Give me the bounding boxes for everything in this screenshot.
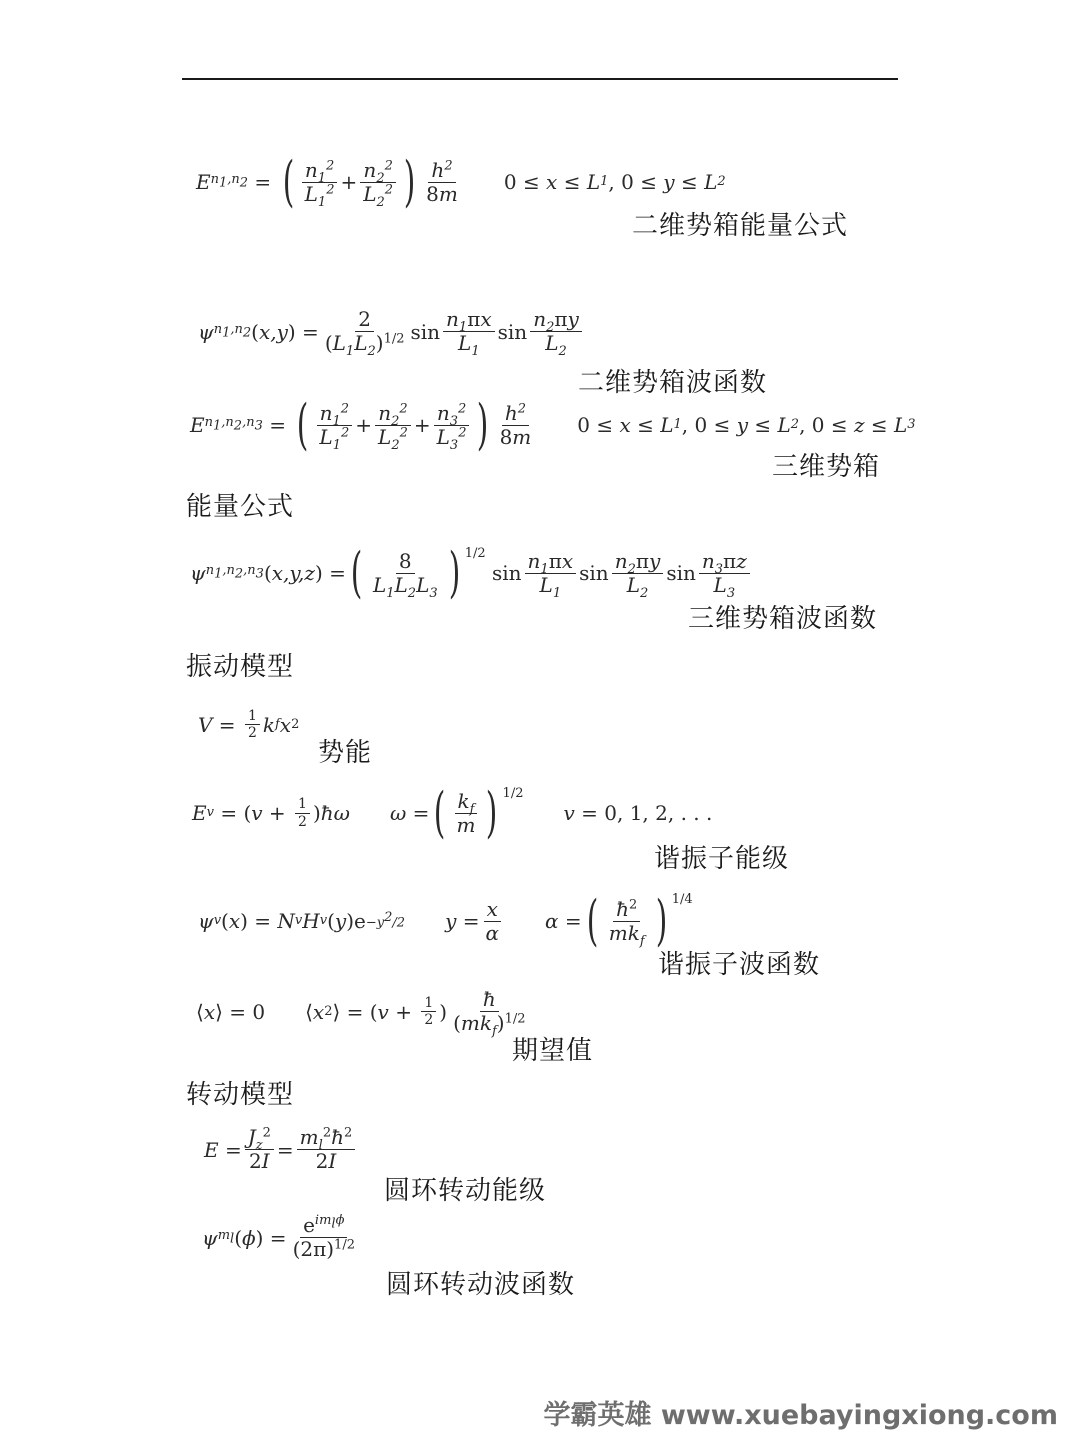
equation-expectation-values: ⟨ x ⟩ = 0 ⟨ x 2 ⟩ = ( v + $\frac{1}{2}$ ) $\frac{ħ}{(mk_f)^{1/2}}$ (196, 987, 526, 1039)
label-expectation: 期望值 (512, 1036, 594, 1066)
label-3d-box-energy-line1: 三维势箱 (772, 452, 881, 482)
label-2d-box-energy: 二维势箱能量公式 (632, 211, 849, 241)
label-oscillator-levels: 谐振子能级 (654, 844, 790, 874)
equation-2d-box-wavefunction: ψ $n_1,n_2$ ( x,y ) = $\frac{2}{(L_1L_2)^{1/2}}$ sin $\frac{n_1\pi x}{L_1}$ sin $\frac{n_2\pi y}{L_2}$ (198, 308, 585, 355)
label-ring-wavefunction: 圆环转动波函数 (386, 1270, 576, 1300)
heading-vibration-model: 振动模型 (186, 652, 295, 682)
footer-watermark: 学霸英雄 www.xuebayingxiong.com (543, 1400, 1058, 1431)
equation-oscillator-levels: E v = ( v + $\frac{1}{2}$ ) ħω ω = ( $\frac{k_f}{m}$ ) 1/2 v = 0, 1, 2, . . . (192, 781, 713, 844)
header-rule (182, 78, 898, 80)
equation-3d-box-energy: E $n_1,n_2,n_3$ = ( $\frac{n_1^2}{L_1^2}$ + $\frac{n_2^2}{L_2^2}$ + $\frac{n_3^2}{L_3^2}$ ) $\frac{h^2}{8m}$ 0 ≤ x ≤ L 1 , 0 ≤ y ≤ L 2 , 0 ≤ z ≤ L 3 (190, 393, 916, 456)
label-2d-box-wavefunction: 二维势箱波函数 (578, 368, 768, 398)
label-ring-levels: 圆环转动能级 (384, 1176, 547, 1206)
heading-rotation-model: 转动模型 (186, 1080, 295, 1110)
label-3d-box-wavefunction: 三维势箱波函数 (688, 604, 878, 634)
label-3d-box-energy-line2: 能量公式 (186, 492, 295, 522)
label-oscillator-wavefunction: 谐振子波函数 (658, 950, 821, 980)
equation-ring-levels: E = $\frac{J_z^2}{2I}$ = $\frac{m_l^2ħ^2}{2I}$ (204, 1126, 358, 1173)
label-potential: 势能 (318, 738, 373, 768)
equation-oscillator-wavefunction: ψ v ( x ) = N v H v ( y ) e $-y^2/2$ y = $\frac{x}{\alpha}$ α = ( $\frac{ħ^2}{mk_f}$ ) 1/4 (198, 889, 693, 952)
equation-2d-box-energy: E $n_1,n_2$ = ( $\frac{n_1^2}{L_1^2}$ + $\frac{n_2^2}{L_2^2}$ ) $\frac{h^2}{8m}$ 0 ≤ x ≤ L 1 , 0 ≤ y ≤ L 2 (196, 150, 726, 213)
equation-ring-wavefunction: ψ $m_l$ ( ϕ ) = $\frac{e^{im_l\phi}}{(2\pi)^{1/2}}$ (202, 1213, 355, 1261)
equation-3d-box-wavefunction: ψ $n_1,n_2,n_3$ ( x,y,z ) = ( $\frac{8}{L_1L_2L_3}$ ) 1/2 sin $\frac{n_1\pi x}{L_1}$ sin $\frac{n_2\pi y}{L_2}$ sin $\frac{n_3\pi z}{L_3}$ (190, 546, 753, 600)
equation-harmonic-potential: V = $\frac{1}{2}$ k f x 2 (198, 708, 300, 742)
